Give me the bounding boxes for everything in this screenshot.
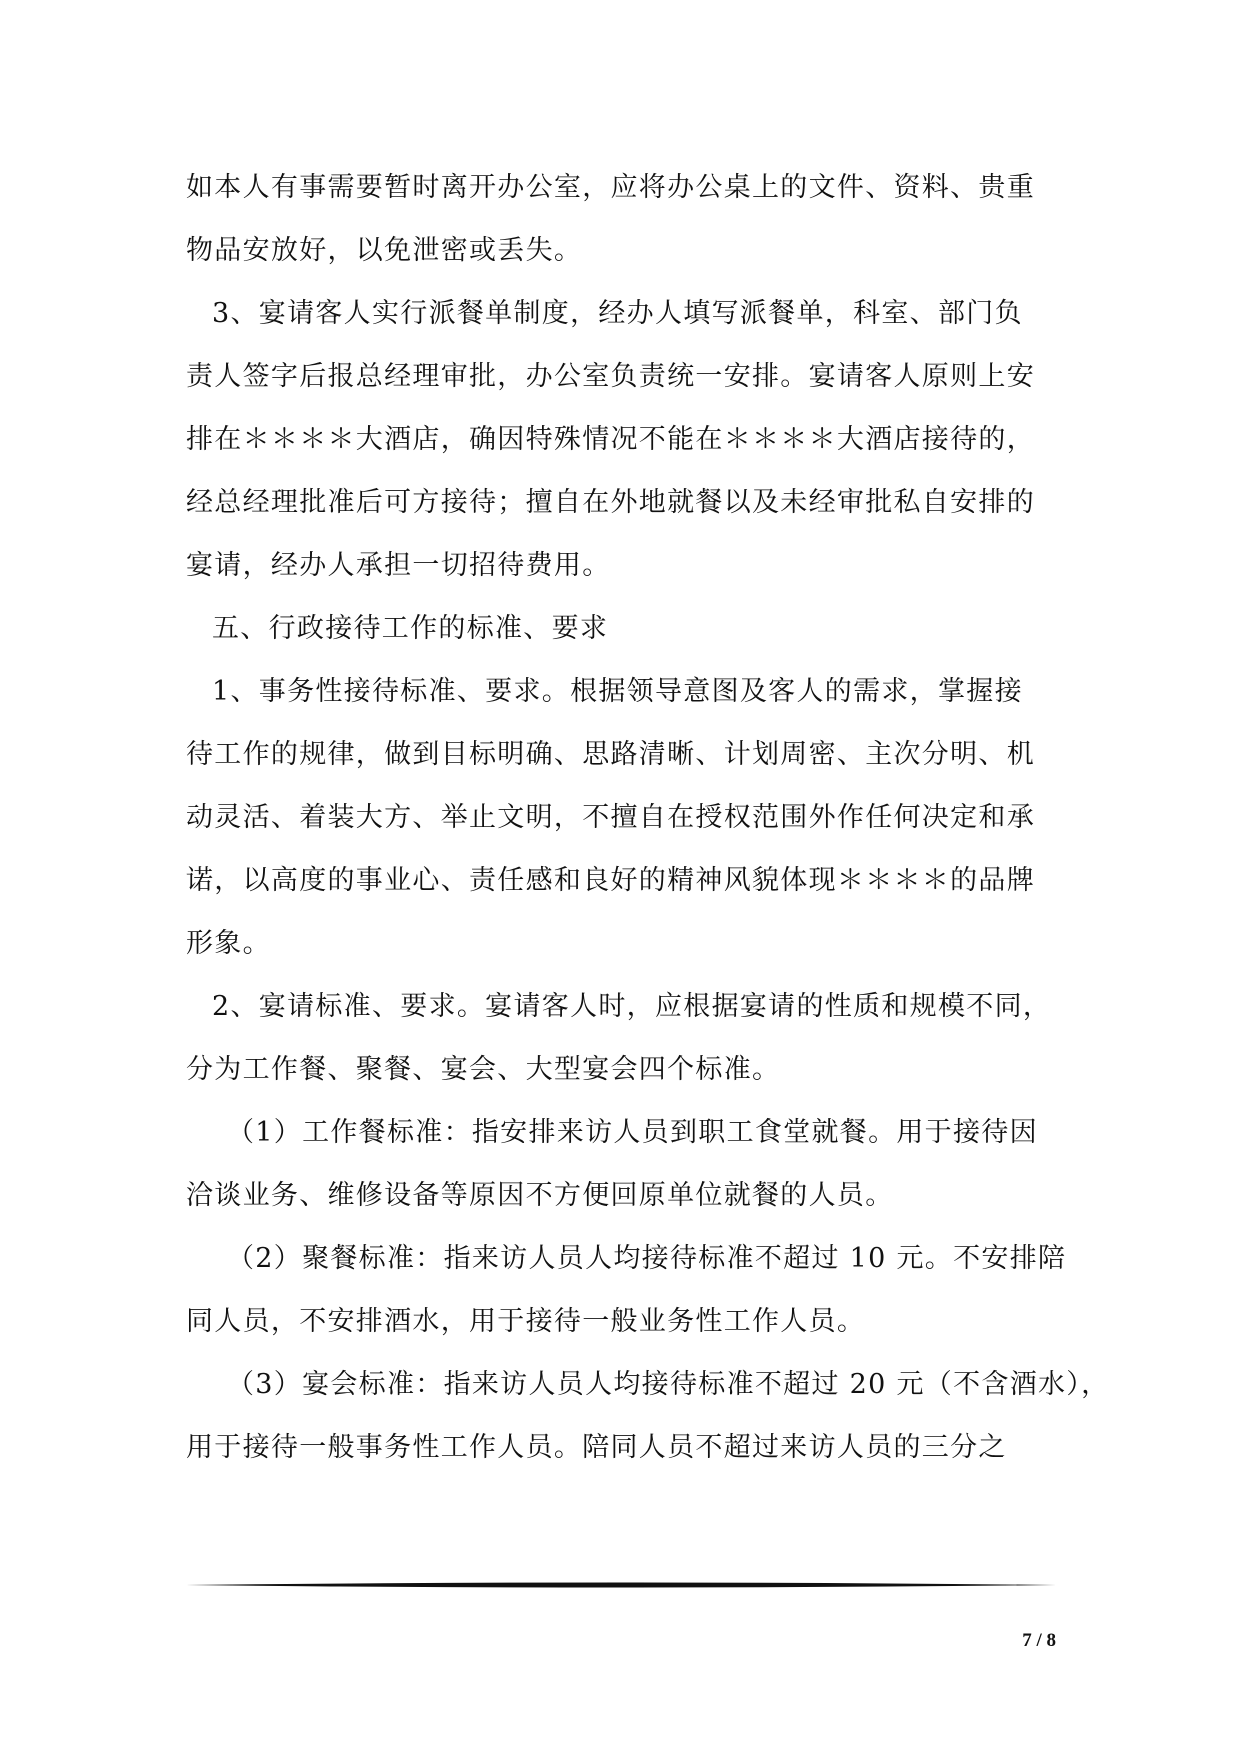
paragraph-line: （3）宴会标准：指来访人员人均接待标准不超过 20 元（不含酒水），: [227, 1369, 1110, 1400]
paragraph-line: （2）聚餐标准：指来访人员人均接待标准不超过 10 元。不安排陪: [227, 1243, 1067, 1274]
paragraph-line: 1、事务性接待标准、要求。根据领导意图及客人的需求，掌握接: [212, 676, 1023, 707]
paragraph-line: 同人员，不安排酒水，用于接待一般业务性工作人员。: [186, 1306, 866, 1337]
paragraph-line: 待工作的规律，做到目标明确、思路清晰、计划周密、主次分明、机: [186, 739, 1035, 770]
paragraph-line: 分为工作餐、聚餐、宴会、大型宴会四个标准。: [186, 1054, 781, 1085]
paragraph-line: 物品安放好，以免泄密或丢失。: [186, 235, 583, 266]
paragraph-line: 排在＊＊＊＊大酒店，确因特殊情况不能在＊＊＊＊大酒店接待的，: [186, 424, 1035, 455]
paragraph-line: 2、宴请标准、要求。宴请客人时，应根据宴请的性质和规模不同，: [212, 991, 1052, 1022]
footer-divider: [186, 1581, 1056, 1589]
body-text: [186, 156, 1110, 1479]
paragraph-line: 动灵活、着装大方、举止文明，不擅自在授权范围外作任何决定和承: [186, 802, 1035, 833]
paragraph-line: 如本人有事需要暂时离开办公室，应将办公桌上的文件、资料、贵重: [186, 172, 1035, 203]
page-number: 7 / 8: [1022, 1630, 1056, 1651]
paragraph-line: 用于接待一般事务性工作人员。陪同人员不超过来访人员的三分之: [186, 1432, 1007, 1463]
paragraph-line: （1）工作餐标准：指安排来访人员到职工食堂就餐。用于接待因: [227, 1117, 1038, 1148]
paragraph-line: 洽谈业务、维修设备等原因不方便回原单位就餐的人员。: [186, 1180, 894, 1211]
paragraph-line: 宴请，经办人承担一切招待费用。: [186, 550, 611, 581]
paragraph-line: 责人签字后报总经理审批，办公室负责统一安排。宴请客人原则上安: [186, 361, 1035, 392]
section-heading: 五、行政接待工作的标准、要求: [212, 613, 609, 644]
paragraph-line: 3、宴请客人实行派餐单制度，经办人填写派餐单，科室、部门负: [212, 298, 1023, 329]
paragraph-line: 形象。: [186, 928, 271, 959]
paragraph-line: 诺，以高度的事业心、责任感和良好的精神风貌体现＊＊＊＊的品牌: [186, 865, 1035, 896]
paragraph-line: 经总经理批准后可方接待；擅自在外地就餐以及未经审批私自安排的: [186, 487, 1035, 518]
